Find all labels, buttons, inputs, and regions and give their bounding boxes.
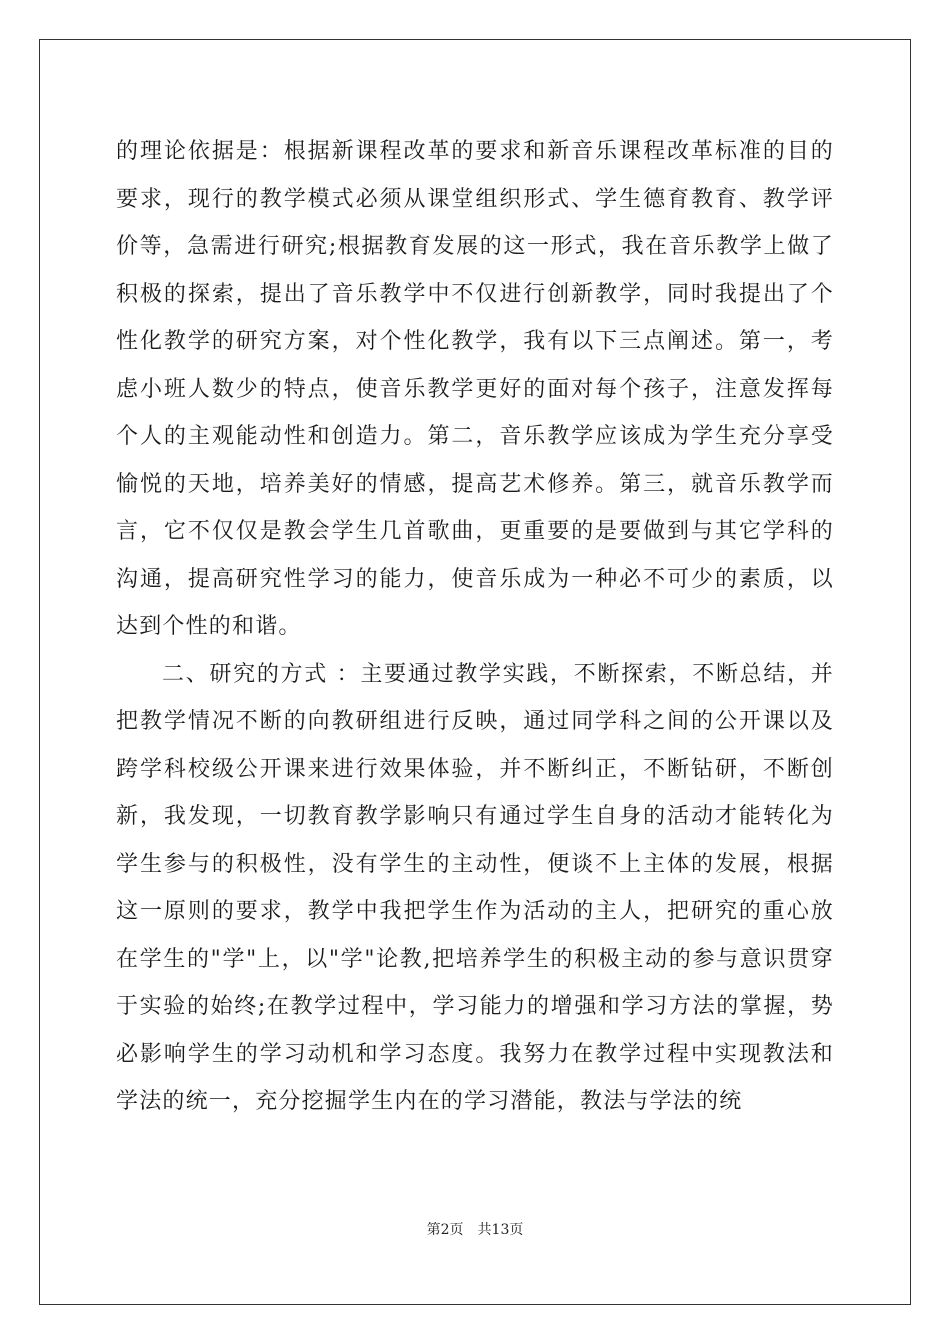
total-pages: 共13页: [477, 1222, 524, 1238]
page-number: 第2页: [426, 1222, 464, 1238]
paragraph-research-method: 二、研究的方式 ：主要通过教学实践，不断探索，不断总结，并把教学情况不断的向教研组进行反映，通过同学科之间的公开课以及跨学科校级公开课来进行效果体验，并不断纠正，不断钻研，不断创新，我发现，一切教育教学影响只有通过学生自身的活动才能转化为学生参与的积极性，没有学生的主动性，便谈不上主体的发展，根据这一原则的要求，教学中我把学生作为活动的主人，把研究的重心放在学生的"学"上，以"学"论教,把培养学生的积极主动的参与意识贯穿于实验的始终;在教学过程中，学习能力的增强和学习方法的掌握，势必影响学生的学习动机和学习态度。我努力在教学过程中实现教法和学法的统一，充分挖掘学生内在的学习潜能，教法与学法的统: [116, 661, 834, 1114]
document-body: [116, 128, 834, 1126]
paragraph-theory-basis: 的理论依据是：根据新课程改革的要求和新音乐课程改革标准的目的要求，现行的教学模式必须从课堂组织形式、学生德育教育、教学评价等，急需进行研究;根据教育发展的这一形式，我在音乐教学上做了积极的探索，提出了音乐教学中不仅进行创新教学，同时我提出了个性化教学的研究方案，对个性化教学，我有以下三点阐述。第一，考虑小班人数少的特点，使音乐教学更好的面对每个孩子，注意发挥每个人的主观能动性和创造力。第二，音乐教学应该成为学生充分享受愉悦的天地，培养美好的情感，提高艺术修养。第三，就音乐教学而言，它不仅仅是教会学生几首歌曲，更重要的是要做到与其它学科的沟通，提高研究性学习的能力，使音乐成为一种必不可少的素质，以达到个性的和谐。: [116, 139, 834, 639]
page-footer: [0, 1219, 950, 1239]
